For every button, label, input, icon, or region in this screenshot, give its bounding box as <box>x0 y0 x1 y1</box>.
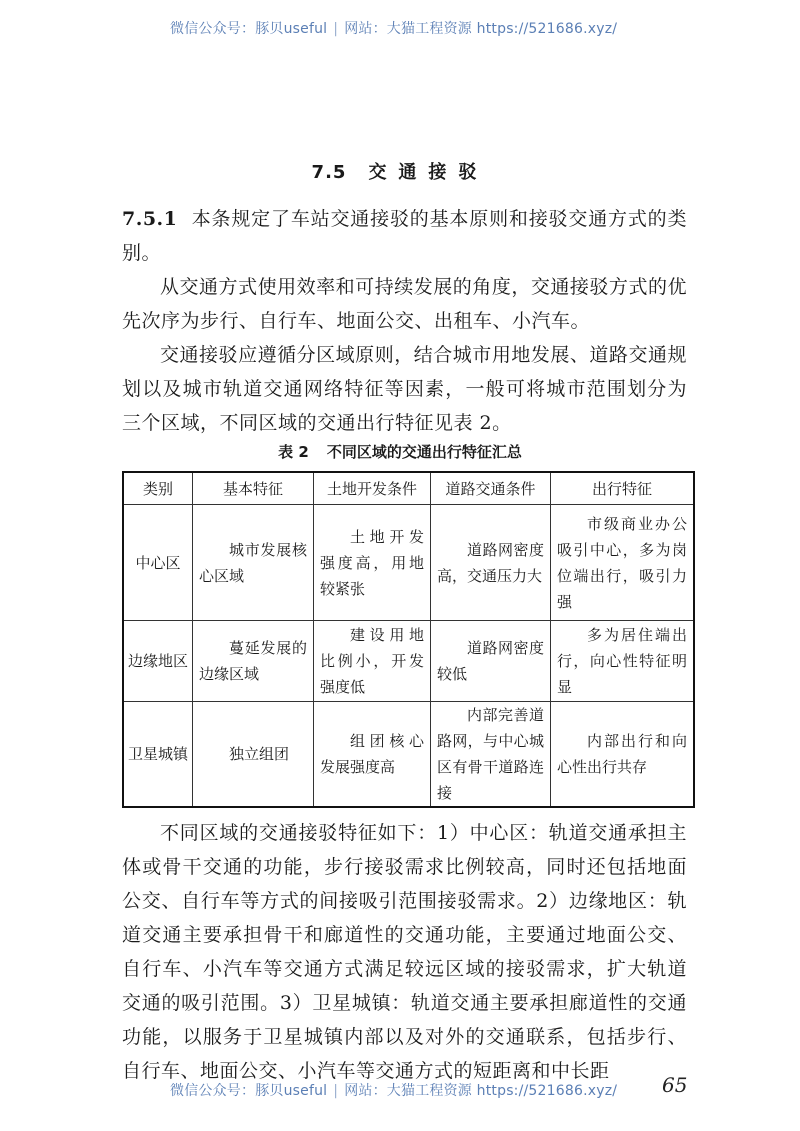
header-basic-features: 基本特征 <box>193 472 314 505</box>
watermark-bottom <box>170 1080 617 1100</box>
table-row <box>123 505 694 621</box>
section-title: 交通接驳 <box>368 162 489 183</box>
header-travel-features: 出行特征 <box>551 472 695 505</box>
clause-text: 本条规定了车站交通接驳的基本原则和接驳交通方式的类别。 <box>122 208 687 264</box>
cell-category: 边缘地区 <box>123 621 193 702</box>
table-row <box>123 702 694 808</box>
cell-land-development: 组团核心发展强度高 <box>314 702 431 808</box>
cell-travel-features: 内部出行和向心性出行共存 <box>551 702 695 808</box>
closing-paragraph: 不同区域的交通接驳特征如下：1）中心区：轨道交通承担主体或骨干交通的功能，步行接驳需求比例较高，同时还包括地面公交、自行车等方式的间接吸引范围接驳需求。2）边缘地区：轨道交通主要承担骨干和廊道性的交通功能，主要通过地面公交、自行车、小汽车等交通方式满足较远区域的接驳需求，扩大轨道交通的吸引范围。3）卫星城镇：轨道交通主要承担廊道性的交通功能，以服务于卫星城镇内部以及对外的交通联系，包括步行、自行车、地面公交、小汽车等交通方式的短距离和中长距 <box>122 822 687 1082</box>
header-land-development: 土地开发条件 <box>314 472 431 505</box>
body-paragraph-1: 从交通方式使用效率和可持续发展的角度，交通接驳方式的优先次序为步行、自行车、地面公交、出租车、小汽车。 <box>122 276 687 332</box>
cell-road-traffic: 内部完善道路网，与中心城区有骨干道路连接 <box>431 702 551 808</box>
watermark-top <box>170 18 617 38</box>
table-caption-title: 不同区域的交通出行特征汇总 <box>326 443 522 461</box>
region-travel-table <box>122 471 695 808</box>
watermark-separator: | <box>333 21 339 37</box>
watermark-site: 网站：大猫工程资源 https://521686.xyz/ <box>344 21 618 37</box>
watermark-wechat: 微信公众号：豚贝useful <box>170 1083 328 1099</box>
table-caption-number: 表 2 <box>278 443 309 461</box>
watermark-separator: | <box>333 1083 339 1099</box>
header-category: 类别 <box>123 472 193 505</box>
page-number: 65 <box>662 1073 688 1097</box>
table-row <box>123 621 694 702</box>
table-caption <box>0 441 800 462</box>
cell-category: 中心区 <box>123 505 193 621</box>
table-header-row <box>123 472 694 505</box>
cell-road-traffic: 道路网密度较低 <box>431 621 551 702</box>
cell-category: 卫星城镇 <box>123 702 193 808</box>
cell-basic-features: 城市发展核心区域 <box>193 505 314 621</box>
watermark-wechat: 微信公众号：豚贝useful <box>170 21 328 37</box>
clause-paragraph <box>122 202 687 270</box>
cell-basic-features: 独立组团 <box>193 702 314 808</box>
cell-basic-features: 蔓延发展的边缘区域 <box>193 621 314 702</box>
cell-land-development: 土地开发强度高，用地较紧张 <box>314 505 431 621</box>
header-road-traffic: 道路交通条件 <box>431 472 551 505</box>
watermark-site: 网站：大猫工程资源 https://521686.xyz/ <box>344 1083 618 1099</box>
body-paragraph-2: 交通接驳应遵循分区域原则，结合城市用地发展、道路交通规划以及城市轨道交通网络特征等因素，一般可将城市范围划分为三个区域，不同区域的交通出行特征见表 2。 <box>122 344 687 434</box>
cell-land-development: 建设用地比例小，开发强度低 <box>314 621 431 702</box>
section-heading <box>0 158 800 184</box>
clause-number: 7.5.1 <box>122 208 178 230</box>
cell-travel-features: 市级商业办公吸引中心，多为岗位端出行，吸引力强 <box>551 505 695 621</box>
cell-road-traffic: 道路网密度高，交通压力大 <box>431 505 551 621</box>
cell-travel-features: 多为居住端出行，向心性特征明显 <box>551 621 695 702</box>
section-number: 7.5 <box>311 162 347 183</box>
